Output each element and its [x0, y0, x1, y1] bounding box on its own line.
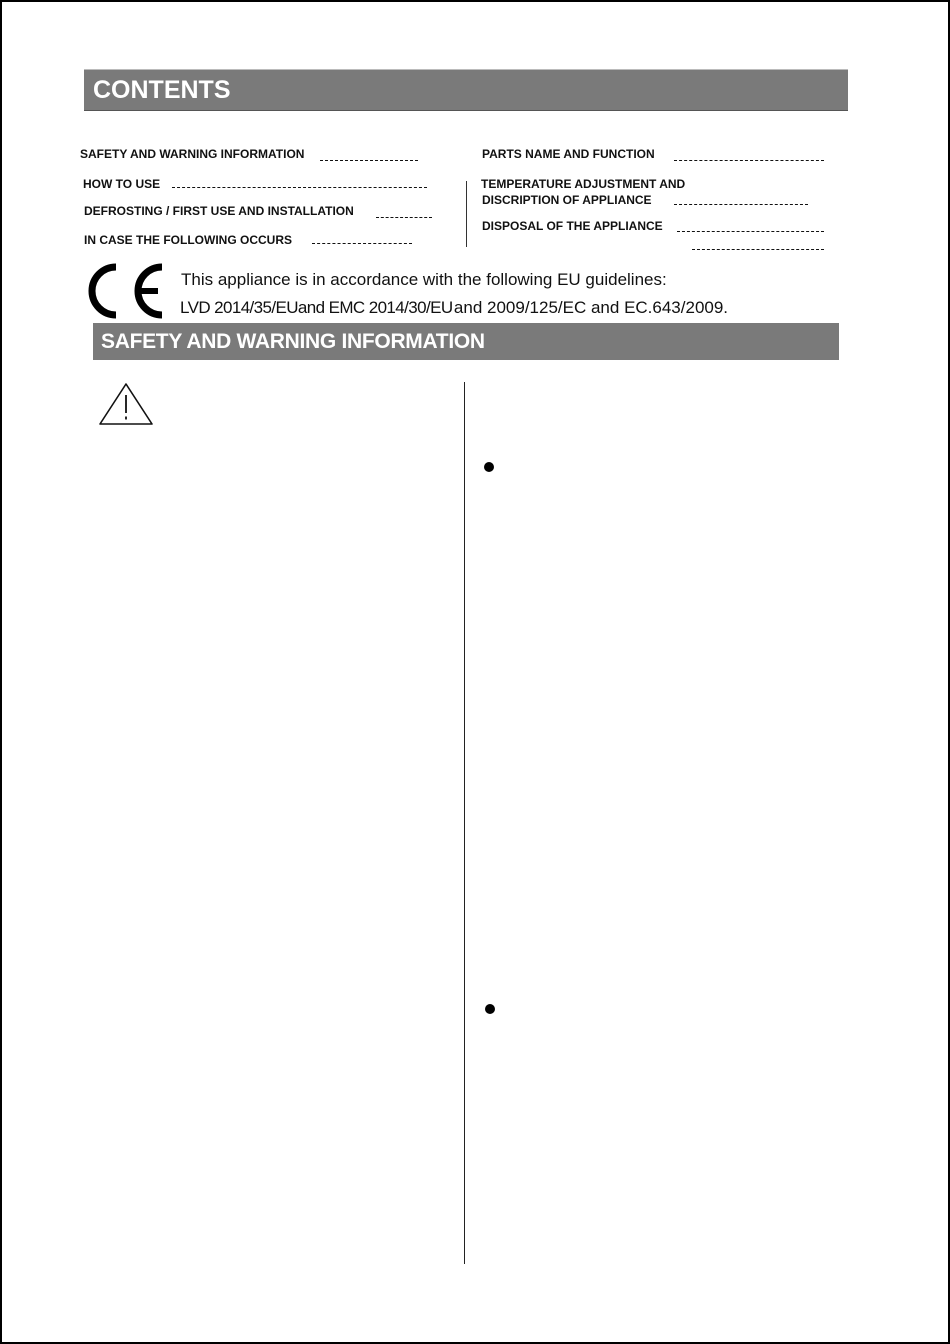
toc-item-disposal[interactable]: DISPOSAL OF THE APPLIANCE [482, 219, 663, 233]
contents-title: CONTENTS [93, 75, 231, 104]
bullet-dot-icon [484, 462, 494, 472]
safety-title: SAFETY AND WARNING INFORMATION [101, 329, 485, 353]
warning-triangle-icon [98, 381, 154, 427]
compliance-statement: This appliance is in accordance with the following EU guidelines: [181, 270, 667, 289]
toc-column-divider [466, 181, 467, 247]
compliance-guidelines [180, 298, 728, 318]
toc-item-how-to-use[interactable]: HOW TO USE [83, 177, 161, 191]
toc-item-defrosting[interactable]: DEFROSTING / FIRST USE AND INSTALLATION [84, 204, 354, 218]
toc-item-parts-name[interactable]: PARTS NAME AND FUNCTION [482, 147, 655, 161]
toc-leader [692, 249, 824, 250]
toc-leader [312, 243, 412, 244]
safety-header [93, 323, 839, 360]
compliance-lvd: LVD 2014/35/EU [180, 298, 298, 317]
toc-leader [674, 160, 824, 161]
toc-item-temperature-line2[interactable]: DISCRIPTION OF APPLIANCE [482, 193, 652, 207]
toc-leader [677, 231, 824, 232]
bullet-dot-icon [485, 1004, 495, 1014]
column-divider [464, 382, 465, 1264]
toc-leader [376, 217, 432, 218]
compliance-emc: and EMC 2014/30/EU [297, 298, 453, 317]
ce-mark-icon [82, 261, 166, 321]
compliance-other: and 2009/125/EC and EC.643/2009. [453, 298, 729, 317]
toc-leader [172, 187, 427, 188]
toc-leader [674, 204, 808, 205]
toc-item-temperature-line1[interactable]: TEMPERATURE ADJUSTMENT AND [481, 177, 686, 191]
contents-header [84, 69, 848, 111]
toc-item-in-case[interactable]: IN CASE THE FOLLOWING OCCURS [84, 233, 292, 247]
toc-item-safety-warning[interactable]: SAFETY AND WARNING INFORMATION [80, 147, 305, 161]
toc-leader [320, 160, 418, 161]
